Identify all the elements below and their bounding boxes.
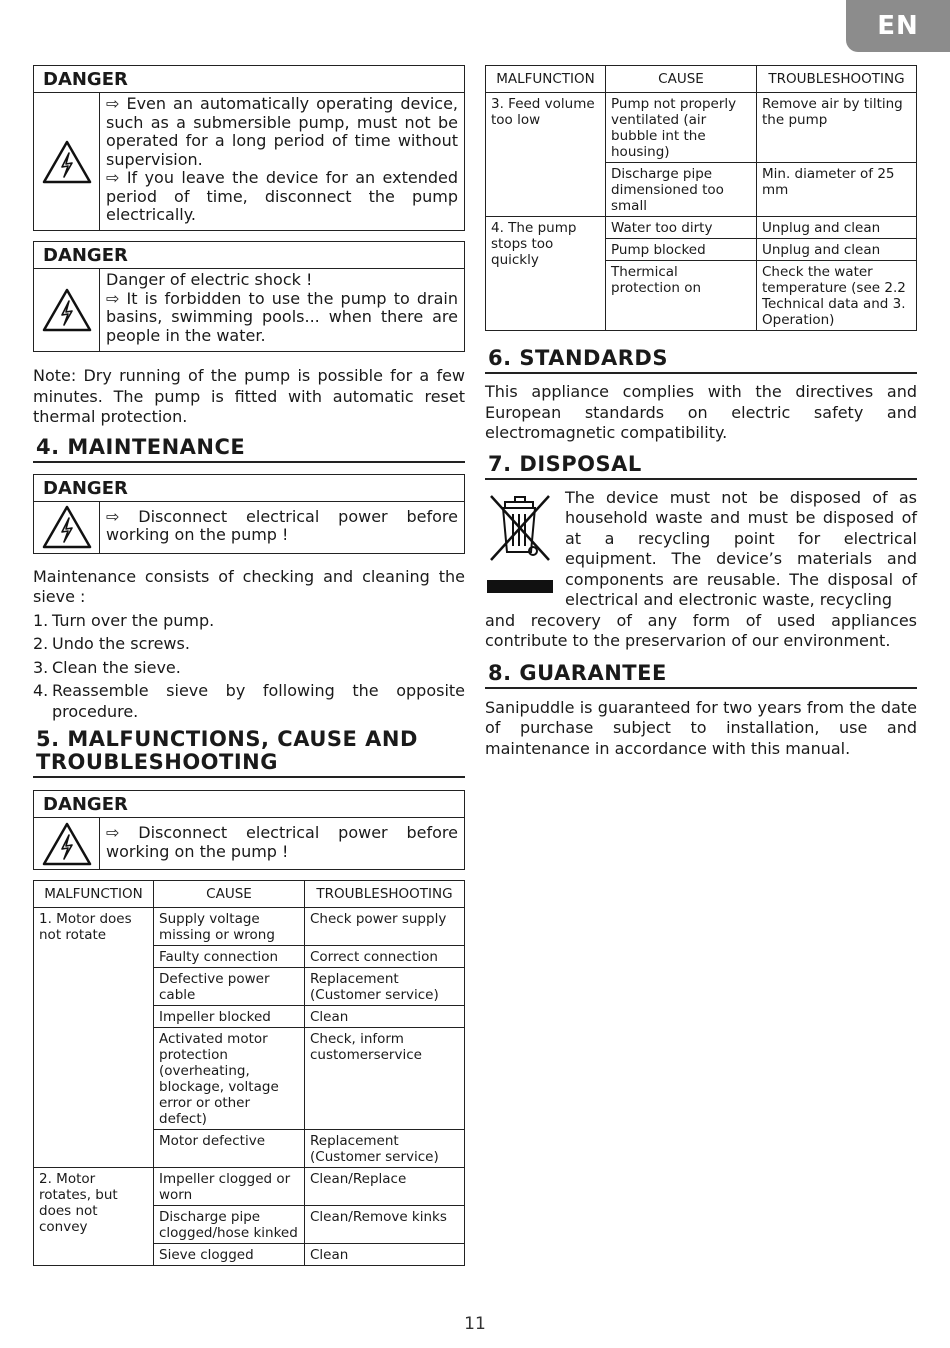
standards-text: This appliance complies with the directives and European standards on electric safety and electromagnetic compatibility. — [485, 382, 917, 442]
electric-hazard-icon — [34, 93, 100, 230]
column-header-cause: CAUSE — [606, 66, 757, 93]
troubleshooting-table-1 — [33, 880, 465, 1266]
cause-cell: Defective power cable — [154, 968, 305, 1006]
electric-hazard-icon — [34, 502, 100, 553]
arrow-icon: ⇨ — [106, 288, 120, 308]
fix-cell: Remove air by tilting the pump — [757, 93, 917, 163]
cause-cell: Water too dirty — [606, 217, 757, 239]
fix-cell: Correct connection — [305, 946, 465, 968]
column-header-malfunction: MALFUNCTION — [34, 881, 154, 908]
danger-text-line: Disconnect electrical power before working on the pump ! — [106, 823, 458, 861]
column-header-malfunction: MALFUNCTION — [486, 66, 606, 93]
disposal-text-continued: and recovery of any form of used appliances contribute to the preservarion of our environment. — [485, 610, 917, 650]
cause-cell: Pump blocked — [606, 239, 757, 261]
fix-cell: Clean — [305, 1244, 465, 1266]
danger-title: DANGER — [34, 791, 464, 818]
cause-cell: Discharge pipe dimensioned too small — [606, 163, 757, 217]
fix-cell: Unplug and clean — [757, 217, 917, 239]
danger-text-line: Even an automatically operating device, such as a submersible pump, must not be operated for a long period of time without supervision. — [106, 94, 458, 169]
fix-cell: Check power supply — [305, 908, 465, 946]
malfunctions-heading: 5. MALFUNCTIONS, CAUSE AND TROUBLESHOOTING — [33, 728, 465, 778]
arrow-icon: ⇨ — [106, 823, 120, 842]
danger-box-electric-shock — [33, 241, 465, 352]
danger-box-supervision — [33, 65, 465, 231]
column-header-troubleshooting: TROUBLESHOOTING — [757, 66, 917, 93]
fix-cell: Clean — [305, 1006, 465, 1028]
left-column — [33, 65, 465, 1266]
malfunction-cell: 2. Motor rotates, but does not convey — [34, 1168, 154, 1266]
cause-cell: Supply voltage missing or wrong — [154, 908, 305, 946]
dry-running-note: Note: Dry running of the pump is possible for a few minutes. The pump is fitted with automatic reset thermal protection. — [33, 366, 465, 426]
language-tab: EN — [846, 0, 950, 52]
danger-box-malfunctions — [33, 790, 465, 870]
maintenance-steps — [33, 611, 465, 723]
cause-cell: Faulty connection — [154, 946, 305, 968]
fix-cell: Clean/Replace — [305, 1168, 465, 1206]
maintenance-heading: 4. MAINTENANCE — [33, 436, 465, 463]
table-row — [486, 93, 917, 163]
danger-box-maintenance — [33, 474, 465, 554]
brand-name: Sanipuddle — [485, 697, 575, 717]
arrow-icon: ⇨ — [106, 94, 120, 113]
cause-cell: Pump not properly ventilated (air bubble int the housing) — [606, 93, 757, 163]
danger-title: DANGER — [34, 242, 464, 269]
column-header-cause: CAUSE — [154, 881, 305, 908]
standards-heading: 6. STANDARDS — [485, 347, 917, 374]
cause-cell: Sieve clogged — [154, 1244, 305, 1266]
list-item: 1. Turn over the pump. — [33, 610, 215, 630]
danger-text-line: If you leave the device for an extended period of time, disconnect the pump electrically. — [106, 168, 458, 224]
cause-cell: Motor defective — [154, 1130, 305, 1168]
arrow-icon: ⇨ — [106, 168, 120, 187]
disposal-section — [485, 488, 917, 652]
right-column — [485, 65, 917, 759]
fix-cell: Replacement (Customer service) — [305, 968, 465, 1006]
fix-cell: Replacement (Customer service) — [305, 1130, 465, 1168]
fix-cell: Unplug and clean — [757, 239, 917, 261]
fix-cell: Clean/Remove kinks — [305, 1206, 465, 1244]
list-item: 2. Undo the screws. — [33, 634, 190, 653]
cause-cell: Discharge pipe clogged/hose kinked — [154, 1206, 305, 1244]
danger-title: DANGER — [34, 66, 464, 93]
cause-cell: Impeller blocked — [154, 1006, 305, 1028]
weee-bin-icon — [485, 488, 565, 598]
table-row — [34, 1168, 465, 1206]
guarantee-heading: 8. GUARANTEE — [485, 662, 917, 689]
fix-cell: Min. diameter of 25 mm — [757, 163, 917, 217]
cause-cell: Activated motor protection (overheating, blockage, voltage error or other defect) — [154, 1028, 305, 1130]
malfunction-cell: 4. The pump stops too quickly — [486, 217, 606, 331]
malfunction-cell: 1. Motor does not rotate — [34, 908, 154, 1168]
electric-hazard-icon — [34, 818, 100, 869]
electric-hazard-icon — [34, 269, 100, 351]
troubleshooting-table-2 — [485, 65, 917, 331]
danger-text-line: Danger of electric shock ! — [106, 270, 313, 289]
arrow-icon: ⇨ — [106, 506, 120, 526]
column-header-troubleshooting: TROUBLESHOOTING — [305, 881, 465, 908]
fix-cell: Check, inform customerservice — [305, 1028, 465, 1130]
cause-cell: Thermical protection on — [606, 261, 757, 331]
disposal-text: The device must not be disposed of as household waste and must be disposed of at a recycling point for electrical equipment. The device’s materials and components are reusable. The disposal of electrical and electronic waste, recycling — [565, 487, 917, 609]
cause-cell: Impeller clogged or worn — [154, 1168, 305, 1206]
fix-cell: Check the water temperature (see 2.2 Technical data and 3. Operation) — [757, 261, 917, 331]
list-item: 4. Reassemble sieve by following the opposite procedure. — [33, 681, 465, 721]
guarantee-text: Sanipuddle is guaranteed for two years from the date of purchase subject to installation, use and maintenance in accordance with this manual. — [485, 697, 917, 758]
table-row — [34, 908, 465, 946]
table-row — [486, 217, 917, 239]
danger-text-line: It is forbidden to use the pump to drain basins, swimming pools... when there are people in the water. — [106, 288, 458, 345]
disposal-heading: 7. DISPOSAL — [485, 453, 917, 480]
malfunction-cell: 3. Feed volume too low — [486, 93, 606, 217]
danger-text-line: Disconnect electrical power before working on the pump ! — [106, 506, 458, 544]
maintenance-intro: Maintenance consists of checking and cleaning the sieve : — [33, 566, 465, 606]
danger-title: DANGER — [34, 475, 464, 502]
page-number: 11 — [464, 1314, 486, 1334]
list-item: 3. Clean the sieve. — [33, 657, 181, 677]
